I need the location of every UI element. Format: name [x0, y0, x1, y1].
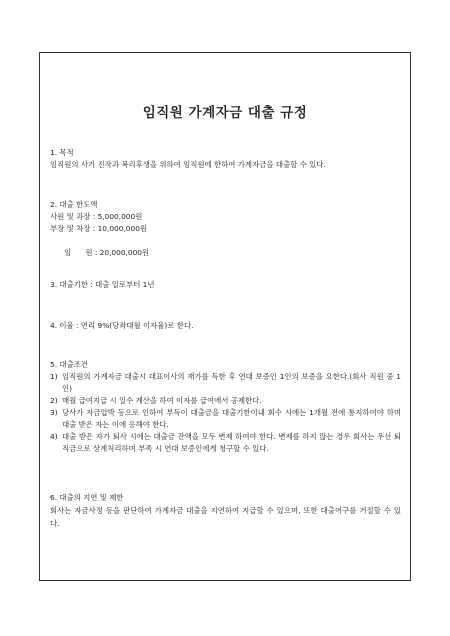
section-loan-conditions-heading [50, 359, 402, 371]
item-text: 임직원의 가계자금 대출시 대표이사의 재가를 득한 후 연대 보증인 1인의 보증을 요한다.(회사 직원 중 1인) [62, 372, 401, 393]
section-purpose [50, 147, 402, 171]
item-text: 당사가 자금압박 등으로 인하여 부득이 대출금을 대출기한이내 회수 시에는 1개월 전에 통지하여야 하며 대출 받은 자는 이에 응해야 한다. [62, 408, 401, 429]
list-item [50, 395, 401, 407]
section-text: 4. 이율 : 연리 9%(당좌대월 이자율)로 한다. [50, 321, 194, 330]
section-delay-body: 회사는 자금사정 등을 판단하여 가계자금 대출을 지연하여 지급할 수 있으며, 또한 대출어구를 거절할 수 있다. [50, 506, 401, 528]
section-body: 임직원의 사기 진작과 복리후생을 위하여 임직원에 한하여 가계자금을 대출할 수 있다. [50, 160, 326, 169]
section-heading: 2. 대출 한도액 [50, 200, 98, 209]
section-delay-heading [50, 492, 402, 504]
list-item [50, 371, 401, 395]
limit-label: 사원 및 과장 [50, 212, 91, 221]
limit-value: : 20,000,000원 [92, 248, 150, 257]
item-text: 대출 받은 자가 퇴사 시에는 대출금 잔액을 모두 변제 하여야 한다. 변제를 하지 않는 경우 회사는 우선 퇴직금으로 상계처리하며 부족 시 연대 보증인에게 청구할 수 있다. [62, 432, 401, 453]
item-number: 3) [50, 408, 58, 417]
section-text: 3. 대출기한 : 대출 일로부터 1년 [50, 280, 155, 289]
list-item [50, 407, 401, 431]
document-frame [39, 52, 411, 581]
item-number: 4) [50, 432, 58, 441]
loan-conditions-list [50, 371, 401, 455]
section-heading: 6. 대출의 지연 및 제한 [50, 493, 124, 502]
limit-value: : 5,000,000원 [90, 212, 143, 221]
section-heading: 5. 대출조건 [50, 360, 88, 369]
limit-value: : 10,000,000원 [90, 224, 148, 233]
limit-row [50, 211, 402, 223]
section-heading: 1. 목적 [50, 148, 74, 157]
document-title: 임직원 가계자금 대출 규정 [142, 105, 308, 121]
item-number: 2) [50, 396, 58, 405]
list-item [50, 431, 401, 455]
limit-row [50, 235, 402, 271]
section-loan-limit [50, 199, 402, 271]
section-loan-term [50, 279, 402, 291]
limit-label: 임 원 [64, 248, 93, 257]
limit-label: 부장 및 차장 [50, 224, 91, 233]
section-interest-rate [50, 320, 402, 332]
item-number: 1) [50, 372, 58, 381]
limit-row [50, 223, 402, 235]
item-text: 매월 급여지급 시 일수 계산을 하여 이자를 급여에서 공제한다. [62, 396, 262, 405]
